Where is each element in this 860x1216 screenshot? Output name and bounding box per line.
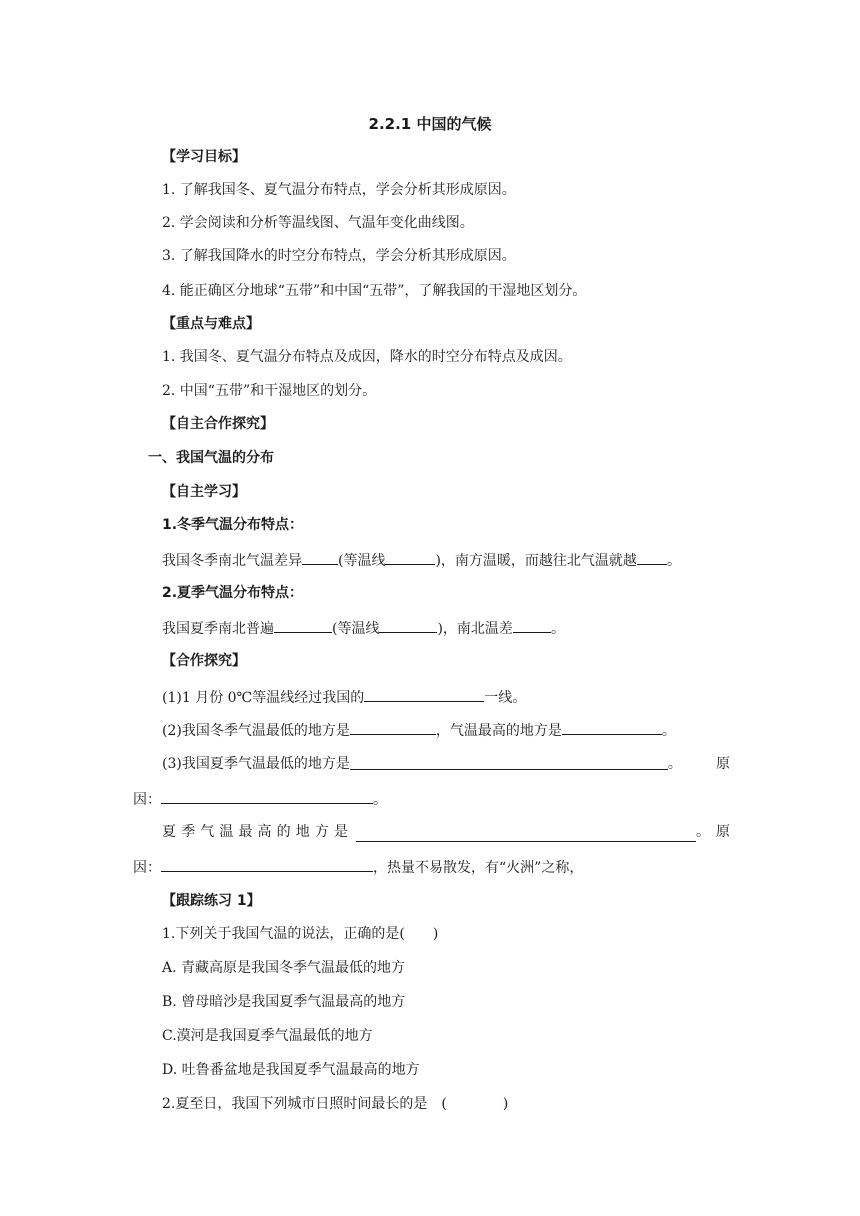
option-d[interactable]: D. 吐鲁番盆地是我国夏季气温最高的地方 — [162, 1062, 420, 1078]
answer-blank[interactable] — [274, 617, 332, 633]
answer-blank[interactable] — [350, 754, 668, 770]
question-4-reason: 因： ，热量不易散发，有“火洲”之称， — [133, 856, 583, 878]
practice-heading: 【跟踪练习 1】 — [162, 893, 261, 909]
option-a[interactable]: A. 青藏高原是我国冬季气温最低的地方 — [162, 960, 406, 976]
keypoints-heading: 【重点与难点】 — [162, 316, 260, 332]
section-heading: 一、我国气温的分布 — [148, 450, 274, 466]
goal-item: 3. 了解我国降水的时空分布特点，学会分析其形成原因。 — [162, 248, 516, 264]
answer-blank[interactable] — [356, 826, 696, 842]
answer-blank[interactable] — [379, 617, 437, 633]
goal-item: 2. 学会阅读和分析等温线图、气温年变化曲线图。 — [162, 215, 474, 231]
answer-blank[interactable] — [302, 549, 338, 565]
page-title: 2.2.1 中国的气候 — [368, 115, 492, 133]
answer-blank[interactable] — [364, 686, 484, 702]
answer-blank[interactable] — [161, 856, 373, 872]
goal-item: 4. 能正确区分地球“五带”和中国“五带”，了解我国的干湿地区划分。 — [162, 283, 587, 299]
question-4: 夏 季 气 温 最 高 的 地 方 是 。 原 — [162, 824, 730, 840]
practice-question-2: 2.夏至日，我国下列城市日照时间最长的是 ( ) — [162, 1096, 509, 1112]
summer-fill-line: 我国夏季南北普遍 (等温线 )，南北温差 。 — [162, 617, 565, 639]
option-c[interactable]: C.漠河是我国夏季气温最低的地方 — [162, 1028, 373, 1044]
keypoint-item: 2. 中国“五带”和干湿地区的划分。 — [162, 383, 377, 399]
cooperative-heading: 【合作探究】 — [162, 653, 246, 669]
goals-heading: 【学习目标】 — [162, 149, 246, 165]
answer-blank[interactable] — [161, 788, 373, 804]
option-b[interactable]: B. 曾母暗沙是我国夏季气温最高的地方 — [162, 994, 406, 1010]
answer-blank[interactable] — [637, 549, 667, 565]
winter-fill-line: 我国冬季南北气温差异 (等温线 )，南方温暖，而越往北气温就越 。 — [162, 549, 681, 571]
goal-item: 1. 了解我国冬、夏气温分布特点，学会分析其形成原因。 — [162, 182, 516, 198]
question-1: (1)1 月份 0℃等温线经过我国的 一线。 — [162, 686, 526, 708]
summer-heading: 2.夏季气温分布特点： — [162, 585, 304, 601]
explore-heading: 【自主合作探究】 — [162, 416, 274, 432]
answer-blank[interactable] — [513, 617, 551, 633]
question-2: (2)我国冬季气温最低的地方是 ，气温最高的地方是 。 — [162, 719, 676, 741]
answer-blank[interactable] — [350, 719, 436, 735]
answer-blank[interactable] — [562, 719, 662, 735]
winter-heading: 1.冬季气温分布特点： — [162, 517, 304, 533]
practice-question-1: 1.下列关于我国气温的说法，正确的是( ) — [162, 926, 439, 942]
self-study-heading: 【自主学习】 — [162, 484, 246, 500]
question-3-reason: 因： 。 — [133, 788, 387, 810]
keypoint-item: 1. 我国冬、夏气温分布特点及成因，降水的时空分布特点及成因。 — [162, 349, 572, 365]
question-3: (3)我国夏季气温最低的地方是 。 原 — [162, 756, 730, 772]
answer-blank[interactable] — [385, 549, 435, 565]
